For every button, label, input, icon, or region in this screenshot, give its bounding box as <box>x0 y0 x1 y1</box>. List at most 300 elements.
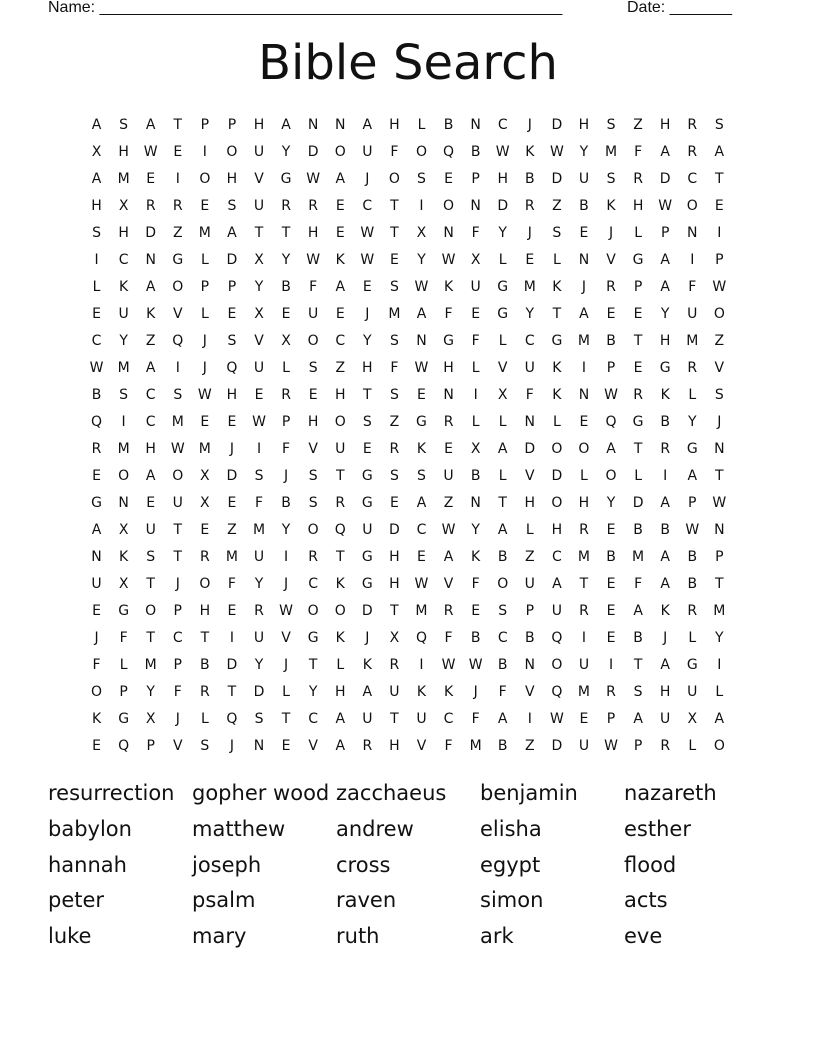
grid-letter: F <box>498 684 507 700</box>
grid-letter: W <box>279 603 293 619</box>
grid-letter: M <box>604 144 618 160</box>
grid-letter: H <box>334 387 346 403</box>
word-list-item: elisha <box>480 816 542 841</box>
word-list-item: mary <box>192 924 247 949</box>
grid-letter: M <box>577 684 590 700</box>
grid-letter: A <box>633 711 643 727</box>
grid-letter: A <box>660 657 670 673</box>
grid-letter: H <box>118 225 129 241</box>
grid-letter: G <box>686 657 698 673</box>
grid-letter: D <box>226 657 238 673</box>
word-list-item: joseph <box>192 852 262 877</box>
grid-letter: W <box>360 252 375 268</box>
grid-letter: R <box>281 387 291 403</box>
word-list-item: gopher wood <box>192 781 330 805</box>
grid-letter: F <box>119 630 128 646</box>
grid-letter: H <box>389 117 400 133</box>
grid-letter: B <box>497 549 508 565</box>
grid-letter: A <box>145 468 156 484</box>
grid-letter: Q <box>118 738 130 754</box>
grid-letter: H <box>578 117 590 133</box>
grid-letter: P <box>688 495 697 511</box>
grid-letter: L <box>634 225 642 241</box>
grid-letter: D <box>497 198 509 214</box>
grid-letter: B <box>443 117 454 133</box>
grid-letter: K <box>91 711 102 727</box>
grid-letter: P <box>200 117 210 133</box>
grid-letter: C <box>145 414 156 430</box>
grid-letter: R <box>633 387 643 403</box>
grid-letter: P <box>227 117 237 133</box>
grid-letter: A <box>335 171 346 187</box>
grid-letter: E <box>173 144 183 160</box>
grid-letter: A <box>497 711 508 727</box>
grid-letter: U <box>551 603 562 619</box>
grid-letter: C <box>118 252 129 268</box>
grid-letter: K <box>606 198 616 214</box>
word-list-item: flood <box>624 852 677 877</box>
grid-letter: L <box>119 657 128 673</box>
grid-letter: E <box>227 495 237 511</box>
grid-letter: P <box>633 279 643 295</box>
grid-letter: V <box>172 306 183 322</box>
grid-letter: L <box>552 252 561 268</box>
grid-letter: C <box>335 333 346 349</box>
grid-letter: X <box>470 441 481 457</box>
grid-letter: H <box>524 495 536 511</box>
grid-row <box>83 247 733 274</box>
grid-letter: E <box>146 495 156 511</box>
grid-letter: S <box>308 468 318 484</box>
word-list-item: andrew <box>336 816 414 841</box>
grid-letter: T <box>335 468 345 484</box>
grid-letter: C <box>416 522 427 538</box>
grid-letter: T <box>390 603 399 619</box>
grid-letter: Y <box>281 252 291 268</box>
grid-letter: L <box>688 738 697 754</box>
grid-letter: Q <box>334 522 346 538</box>
grid-row <box>83 679 733 706</box>
grid-letter: E <box>471 306 481 322</box>
grid-letter: J <box>608 225 614 241</box>
grid-letter: E <box>606 522 616 538</box>
grid-letter: J <box>175 576 180 592</box>
grid-letter: D <box>524 441 536 457</box>
grid-letter: W <box>197 387 212 403</box>
grid-letter: I <box>581 360 587 376</box>
grid-letter: C <box>308 711 319 727</box>
grid-letter: N <box>470 117 481 133</box>
grid-letter: Z <box>552 198 562 214</box>
grid-letter: R <box>443 414 454 430</box>
grid-letter: V <box>525 468 535 484</box>
grid-letter: Z <box>227 522 237 538</box>
grid-letter: R <box>687 360 698 376</box>
grid-letter: Y <box>660 306 670 322</box>
grid-letter: M <box>144 657 157 673</box>
grid-letter: L <box>92 279 101 295</box>
grid-letter: X <box>254 252 264 268</box>
grid-letter: E <box>362 279 372 295</box>
grid-letter: Q <box>605 414 617 430</box>
grid-letter: W <box>306 171 321 187</box>
grid-letter: U <box>145 522 156 538</box>
grid-letter: G <box>361 549 373 565</box>
grid-letter: O <box>307 522 319 538</box>
grid-letter: T <box>281 711 291 727</box>
grid-letter: Y <box>579 144 589 160</box>
grid-letter: K <box>416 684 427 700</box>
grid-letter: N <box>578 252 590 268</box>
grid-letter: V <box>254 333 264 349</box>
grid-letter: M <box>388 306 401 322</box>
grid-letter: E <box>606 603 616 619</box>
grid-letter: E <box>633 360 643 376</box>
grid-letter: Y <box>254 576 264 592</box>
grid-letter: A <box>145 117 156 133</box>
grid-letter: U <box>362 711 373 727</box>
grid-letter: K <box>443 684 454 700</box>
word-list-item: cross <box>336 852 391 877</box>
grid-letter: X <box>254 306 264 322</box>
grid-letter: E <box>606 576 616 592</box>
grid-letter: B <box>91 387 102 403</box>
grid-letter: T <box>633 333 643 349</box>
grid-letter: A <box>660 495 670 511</box>
grid-letter: B <box>497 738 508 754</box>
grid-letter: F <box>390 144 399 160</box>
grid-letter: I <box>175 171 180 187</box>
grid-letter: B <box>281 495 291 511</box>
grid-letter: E <box>92 306 101 322</box>
grid-letter: Q <box>91 414 103 430</box>
grid-letter: O <box>307 603 319 619</box>
grid-letter: N <box>253 738 265 754</box>
grid-letter: J <box>473 684 478 700</box>
grid-letter: G <box>172 252 184 268</box>
grid-letter: B <box>606 333 616 349</box>
grid-letter: V <box>497 360 508 376</box>
grid-letter: T <box>146 576 155 592</box>
grid-letter: Q <box>551 684 563 700</box>
grid-letter: L <box>634 468 642 484</box>
grid-letter: R <box>199 684 210 700</box>
grid-letter: P <box>606 360 616 376</box>
grid-letter: M <box>686 333 699 349</box>
grid-letter: U <box>470 279 481 295</box>
grid-letter: V <box>443 576 454 592</box>
grid-letter: F <box>471 576 480 592</box>
grid-letter: V <box>308 441 318 457</box>
grid-letter: R <box>145 198 156 214</box>
grid-letter: H <box>334 684 346 700</box>
grid-letter: O <box>713 738 725 754</box>
grid-letter: H <box>389 576 400 592</box>
grid-letter: D <box>361 603 373 619</box>
grid-letter: S <box>389 333 399 349</box>
word-list-item: luke <box>48 924 92 949</box>
grid-letter: G <box>307 630 319 646</box>
grid-letter: J <box>202 333 207 349</box>
grid-letter: H <box>659 684 671 700</box>
word-list-item: acts <box>624 888 668 913</box>
grid-letter: O <box>605 468 617 484</box>
grid-letter: M <box>198 225 211 241</box>
grid-letter: X <box>200 468 210 484</box>
grid-letter: E <box>714 198 724 214</box>
grid-letter: U <box>172 495 183 511</box>
grid-letter: S <box>389 387 399 403</box>
grid-letter: T <box>173 117 183 133</box>
grid-letter: A <box>552 576 562 592</box>
grid-letter: C <box>497 630 508 646</box>
grid-letter: A <box>335 738 346 754</box>
grid-letter: X <box>200 495 210 511</box>
grid-letter: R <box>362 738 373 754</box>
grid-letter: R <box>335 495 346 511</box>
grid-letter: N <box>118 495 129 511</box>
grid-letter: J <box>94 630 99 646</box>
grid-letter: S <box>498 603 508 619</box>
grid-letter: U <box>362 144 373 160</box>
grid-letter: C <box>551 549 562 565</box>
grid-letter: H <box>551 522 563 538</box>
grid-letter: E <box>579 414 589 430</box>
word-list-item: nazareth <box>624 781 717 805</box>
grid-letter: B <box>524 171 535 187</box>
grid-letter: N <box>307 117 319 133</box>
grid-letter: B <box>687 576 698 592</box>
grid-letter: W <box>468 657 483 673</box>
grid-letter: I <box>608 657 614 673</box>
grid-letter: O <box>172 468 184 484</box>
grid-letter: U <box>443 468 454 484</box>
grid-letter: S <box>92 225 101 241</box>
grid-letter: Y <box>715 630 724 646</box>
grid-letter: M <box>252 522 266 538</box>
grid-letter: Q <box>226 360 238 376</box>
grid-letter: P <box>281 414 291 430</box>
grid-letter: A <box>443 549 454 565</box>
grid-letter: X <box>91 144 102 160</box>
grid-letter: I <box>473 387 478 403</box>
grid-letter: H <box>226 387 238 403</box>
grid-letter: R <box>443 603 454 619</box>
grid-letter: H <box>632 198 644 214</box>
word-list-item: raven <box>336 888 397 913</box>
grid-letter: T <box>715 171 724 187</box>
grid-letter: K <box>471 549 481 565</box>
grid-letter: O <box>307 333 319 349</box>
grid-letter: H <box>91 198 102 214</box>
grid-letter: A <box>660 252 670 268</box>
grid-letter: A <box>281 117 291 133</box>
grid-letter: L <box>200 252 209 268</box>
grid-letter: K <box>416 441 427 457</box>
grid-letter: B <box>497 657 508 673</box>
grid-letter: Y <box>308 684 318 700</box>
grid-letter: Y <box>471 522 480 538</box>
grid-letter: S <box>227 333 237 349</box>
grid-letter: U <box>389 684 400 700</box>
grid-row <box>83 220 733 247</box>
grid-letter: K <box>119 279 129 295</box>
grid-letter: A <box>362 684 373 700</box>
grid-letter: Y <box>254 279 264 295</box>
grid-letter: K <box>443 279 454 295</box>
grid-letter: R <box>660 738 671 754</box>
grid-letter: U <box>253 198 265 214</box>
word-list-item: ark <box>480 924 514 949</box>
grid-letter: G <box>361 495 373 511</box>
grid-letter: P <box>633 738 643 754</box>
grid-letter: I <box>690 252 695 268</box>
grid-letter: P <box>227 279 237 295</box>
name-date-header <box>48 0 748 18</box>
grid-letter: Y <box>498 225 507 241</box>
grid-letter: C <box>91 333 102 349</box>
grid-row <box>83 625 733 652</box>
grid-letter: A <box>416 306 427 322</box>
grid-letter: L <box>498 252 507 268</box>
grid-letter: E <box>362 441 372 457</box>
grid-letter: Y <box>525 306 535 322</box>
grid-letter: N <box>714 522 725 538</box>
grid-letter: T <box>146 630 155 646</box>
grid-letter: S <box>173 387 183 403</box>
grid-letter: T <box>200 630 210 646</box>
grid-letter: J <box>581 279 587 295</box>
grid-letter: U <box>578 657 590 673</box>
grid-letter: U <box>687 306 698 322</box>
grid-letter: G <box>361 576 373 592</box>
grid-letter: N <box>145 252 156 268</box>
grid-letter: O <box>578 441 590 457</box>
grid-letter: D <box>632 495 644 511</box>
grid-letter: S <box>714 117 724 133</box>
grid-letter: X <box>687 711 698 727</box>
grid-row <box>83 112 733 139</box>
grid-letter: O <box>551 657 563 673</box>
grid-letter: K <box>335 576 345 592</box>
grid-letter: B <box>470 468 481 484</box>
grid-letter: P <box>119 684 128 700</box>
grid-letter: C <box>308 576 319 592</box>
grid-letter: H <box>226 171 238 187</box>
grid-letter: A <box>633 603 643 619</box>
grid-letter: D <box>307 144 319 160</box>
grid-letter: X <box>470 252 481 268</box>
grid-letter: L <box>525 522 534 538</box>
grid-letter: L <box>498 414 507 430</box>
grid-letter: E <box>308 387 318 403</box>
grid-letter: R <box>579 522 589 538</box>
grid-letter: L <box>282 360 290 376</box>
grid-letter: O <box>497 576 509 592</box>
grid-letter: M <box>117 441 130 457</box>
word-list <box>48 776 768 955</box>
grid-letter: D <box>551 738 563 754</box>
grid-letter: F <box>282 441 291 457</box>
grid-letter: F <box>390 360 399 376</box>
grid-letter: N <box>524 657 536 673</box>
grid-letter: B <box>633 522 643 538</box>
grid-letter: L <box>417 117 426 133</box>
grid-letter: U <box>118 306 129 322</box>
grid-letter: L <box>688 387 697 403</box>
grid-letter: F <box>634 576 643 592</box>
grid-letter: J <box>229 441 234 457</box>
grid-letter: B <box>524 630 535 646</box>
grid-letter: E <box>254 387 264 403</box>
grid-letter: S <box>254 711 264 727</box>
grid-letter: L <box>336 657 345 673</box>
grid-letter: R <box>687 603 698 619</box>
grid-letter: Q <box>172 333 184 349</box>
grid-letter: O <box>91 684 103 700</box>
grid-letter: W <box>712 495 727 511</box>
grid-letter: A <box>335 279 346 295</box>
grid-letter: K <box>146 306 156 322</box>
grid-letter: O <box>415 144 427 160</box>
grid-letter: P <box>715 549 724 565</box>
grid-letter: P <box>200 279 210 295</box>
grid-letter: Q <box>443 144 455 160</box>
grid-letter: H <box>443 360 454 376</box>
grid-letter: H <box>389 549 400 565</box>
grid-letter: G <box>443 333 454 349</box>
grid-letter: Z <box>172 225 183 241</box>
grid-letter: E <box>444 171 453 187</box>
grid-letter: T <box>227 684 237 700</box>
grid-letter: T <box>335 549 345 565</box>
grid-letter: C <box>172 630 183 646</box>
grid-letter: W <box>549 144 564 160</box>
grid-letter: A <box>660 144 670 160</box>
grid-letter: G <box>118 603 130 619</box>
grid-letter: S <box>308 495 318 511</box>
grid-letter: Y <box>281 144 291 160</box>
grid-letter: W <box>143 144 158 160</box>
grid-letter: G <box>686 441 698 457</box>
grid-letter: E <box>200 414 210 430</box>
grid-letter: U <box>524 576 535 592</box>
grid-letter: U <box>416 711 427 727</box>
grid-letter: N <box>335 117 346 133</box>
grid-letter: I <box>121 414 126 430</box>
grid-row <box>83 328 733 355</box>
grid-letter: R <box>606 684 616 700</box>
grid-letter: C <box>687 171 698 187</box>
grid-letter: R <box>172 198 183 214</box>
grid-letter: S <box>714 387 724 403</box>
grid-letter: D <box>551 468 563 484</box>
grid-letter: A <box>660 279 670 295</box>
grid-letter: P <box>660 225 670 241</box>
grid-letter: E <box>92 603 101 619</box>
grid-letter: S <box>200 738 210 754</box>
grid-letter: M <box>577 549 590 565</box>
grid-letter: I <box>256 441 262 457</box>
grid-letter: E <box>335 198 345 214</box>
grid-letter: P <box>525 603 535 619</box>
grid-letter: C <box>362 198 373 214</box>
grid-letter: X <box>389 630 400 646</box>
grid-letter: E <box>200 522 210 538</box>
grid-letter: F <box>471 225 480 241</box>
grid-letter: X <box>281 333 291 349</box>
grid-row <box>83 166 733 193</box>
